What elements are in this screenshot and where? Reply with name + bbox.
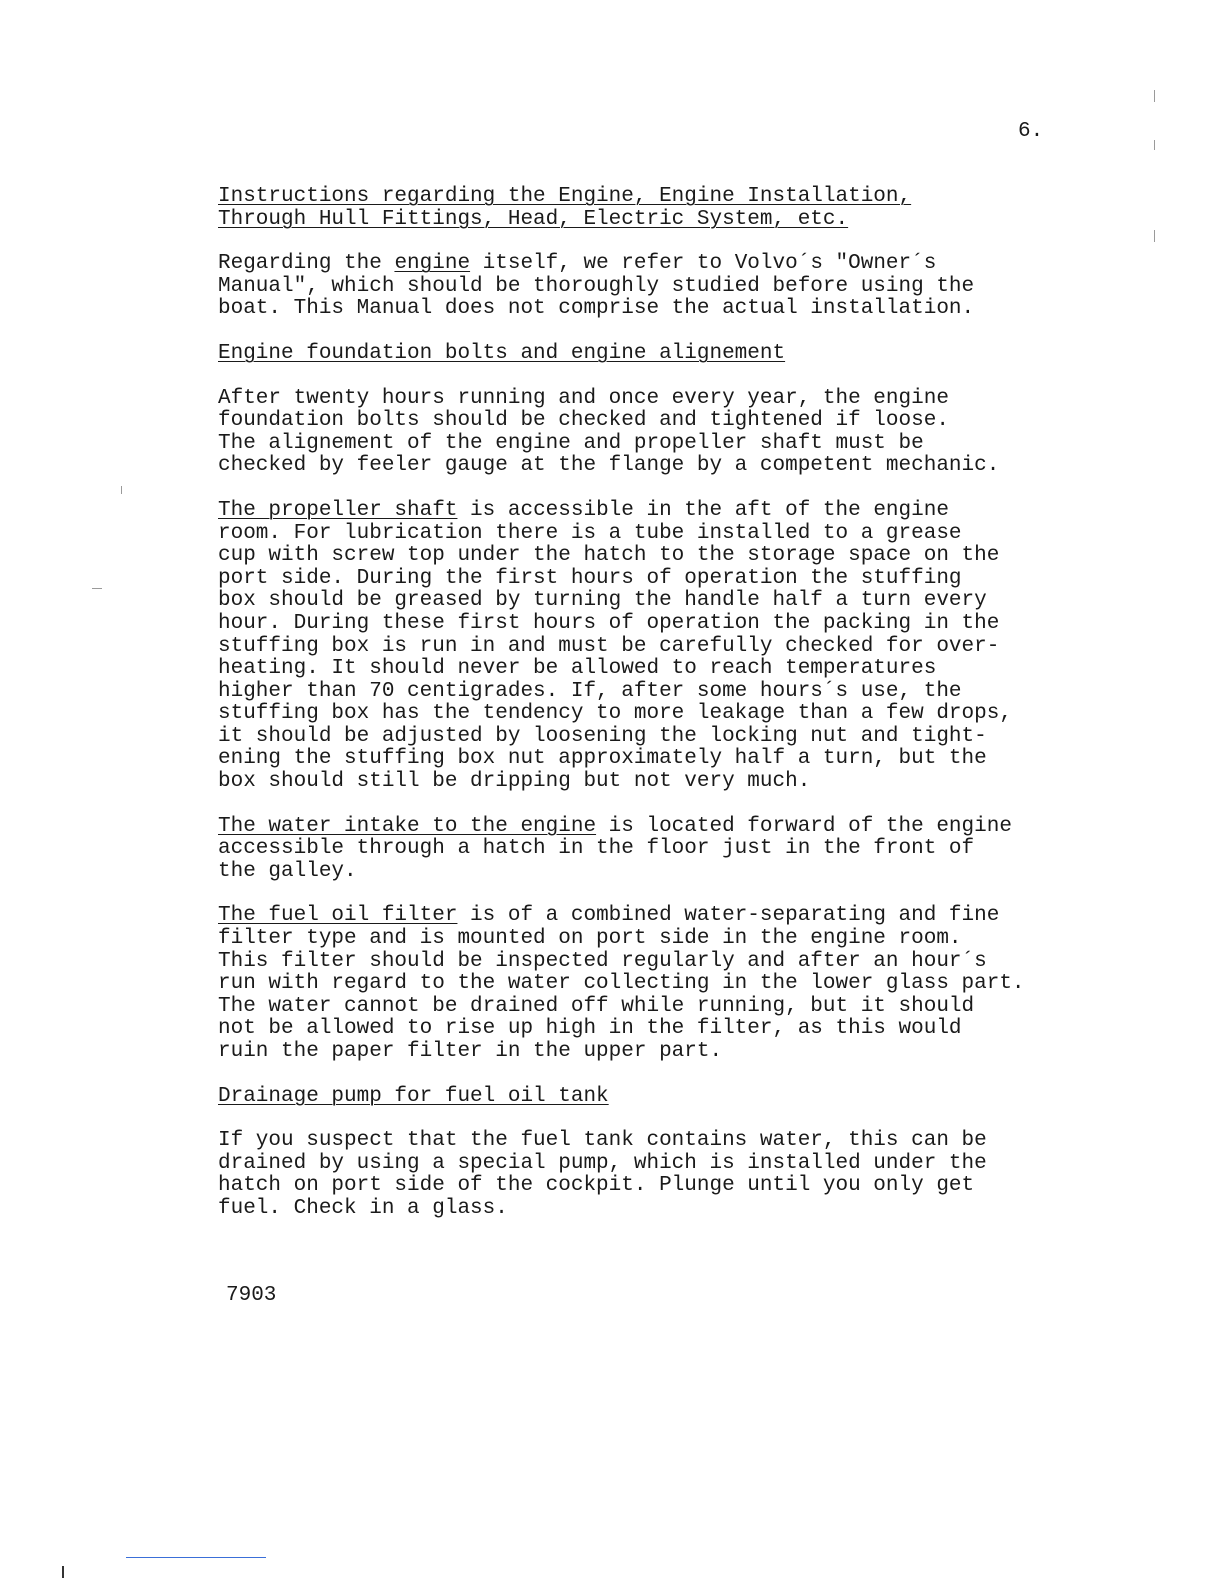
paragraph-line: This filter should be inspected regularly and after an hour´s — [218, 949, 987, 973]
inline-text: is of a combined water-separating and fine — [457, 904, 1000, 928]
paragraph-line: Manual", which should be thoroughly studied before using the — [218, 274, 975, 298]
paragraph-line: heating. It should never be allowed to reach temperatures — [218, 657, 937, 681]
paragraph-line: run with regard to the water collecting in the lower glass part. — [218, 972, 1025, 996]
paragraph-line: The alignement of the engine and propeller shaft must be — [218, 431, 924, 455]
paragraph-line: box should still be dripping but not very much. — [218, 770, 811, 794]
scan-mark — [92, 588, 102, 589]
paragraph-line: The water cannot be drained off while running, but it should — [218, 994, 975, 1018]
drainage-paragraph — [218, 1130, 1098, 1220]
scan-mark — [62, 1566, 64, 1578]
scan-mark — [121, 486, 122, 494]
section-heading-foundation: Engine foundation bolts and engine alignement — [218, 341, 786, 365]
page-number: 6. — [1018, 120, 1044, 143]
title-line-1: Instructions regarding the Engine, Engine Installation, — [218, 185, 912, 208]
paragraph-line: box should be greased by turning the handle half a turn every — [218, 589, 987, 613]
paragraph-line: hatch on port side of the cockpit. Plunge until you only get — [218, 1174, 975, 1198]
water-intake-paragraph — [218, 816, 1098, 884]
paragraph-line: stuffing box is run in and must be carefully checked for over- — [218, 634, 1000, 658]
paragraph-line: accessible through a hatch in the floor just in the front of — [218, 837, 975, 861]
underlined-term: The water intake to the engine — [218, 814, 597, 838]
section-heading-drainage: Drainage pump for fuel oil tank — [218, 1084, 609, 1108]
paragraph-line: checked by feeler gauge at the flange by a competent mechanic. — [218, 454, 1000, 478]
document-title — [218, 186, 1098, 231]
scan-mark — [1154, 140, 1155, 150]
paragraph-line: port side. During the first hours of operation the stuffing — [218, 566, 962, 590]
scan-mark — [1154, 90, 1155, 102]
intro-paragraph — [218, 253, 1098, 321]
inline-text: itself, we refer to Volvo´s "Owner´s — [470, 252, 937, 276]
inline-text: is accessible in the aft of the engine — [457, 498, 949, 522]
blue-rule — [126, 1557, 266, 1558]
paragraph-line — [218, 905, 1098, 928]
paragraph-line: stuffing box has the tendency to more leakage than a few drops, — [218, 702, 1012, 726]
paragraph-line: filter type and is mounted on port side in the engine room. — [218, 927, 962, 951]
paragraph-line: foundation bolts should be checked and tightened if loose. — [218, 409, 949, 433]
document-body — [218, 186, 1098, 1221]
paragraph-line: higher than 70 centigrades. If, after some hours´s use, the — [218, 679, 962, 703]
scan-mark — [1154, 230, 1155, 242]
paragraph-line: not be allowed to rise up high in the filter, as this would — [218, 1017, 962, 1041]
inline-text: Regarding the — [218, 252, 395, 276]
propeller-paragraph — [218, 500, 1098, 794]
paragraph-line: drained by using a special pump, which is installed under the — [218, 1151, 987, 1175]
underlined-term: The fuel oil filter — [218, 904, 458, 928]
paragraph-line — [218, 500, 1098, 523]
underlined-term: The propeller shaft — [218, 498, 458, 522]
paragraph-line: boat. This Manual does not comprise the actual installation. — [218, 297, 975, 321]
paragraph-line: cup with screw top under the hatch to the storage space on the — [218, 544, 1000, 568]
paragraph-line: fuel. Check in a glass. — [218, 1196, 508, 1220]
title-line-2: Through Hull Fittings, Head, Electric System, etc. — [218, 207, 849, 231]
paragraph-line: hour. During these first hours of operation the packing in the — [218, 611, 1000, 635]
fuel-filter-paragraph — [218, 905, 1098, 1063]
paragraph-line — [218, 816, 1098, 839]
underlined-term: engine — [394, 252, 471, 276]
foundation-paragraph — [218, 388, 1098, 478]
paragraph-line: After twenty hours running and once every year, the engine — [218, 386, 949, 410]
paragraph-line: If you suspect that the fuel tank contains water, this can be — [218, 1129, 987, 1153]
paragraph-line: room. For lubrication there is a tube installed to a grease — [218, 521, 962, 545]
paragraph-line: it should be adjusted by loosening the locking nut and tight- — [218, 724, 987, 748]
footer-code: 7903 — [226, 1284, 277, 1307]
inline-text: is located forward of the engine — [596, 814, 1012, 838]
paragraph-line: ening the stuffing box nut approximately half a turn, but the — [218, 747, 987, 771]
paragraph-line — [218, 253, 1098, 276]
paragraph-line: the galley. — [218, 859, 357, 883]
paragraph-line: ruin the paper filter in the upper part. — [218, 1040, 723, 1063]
